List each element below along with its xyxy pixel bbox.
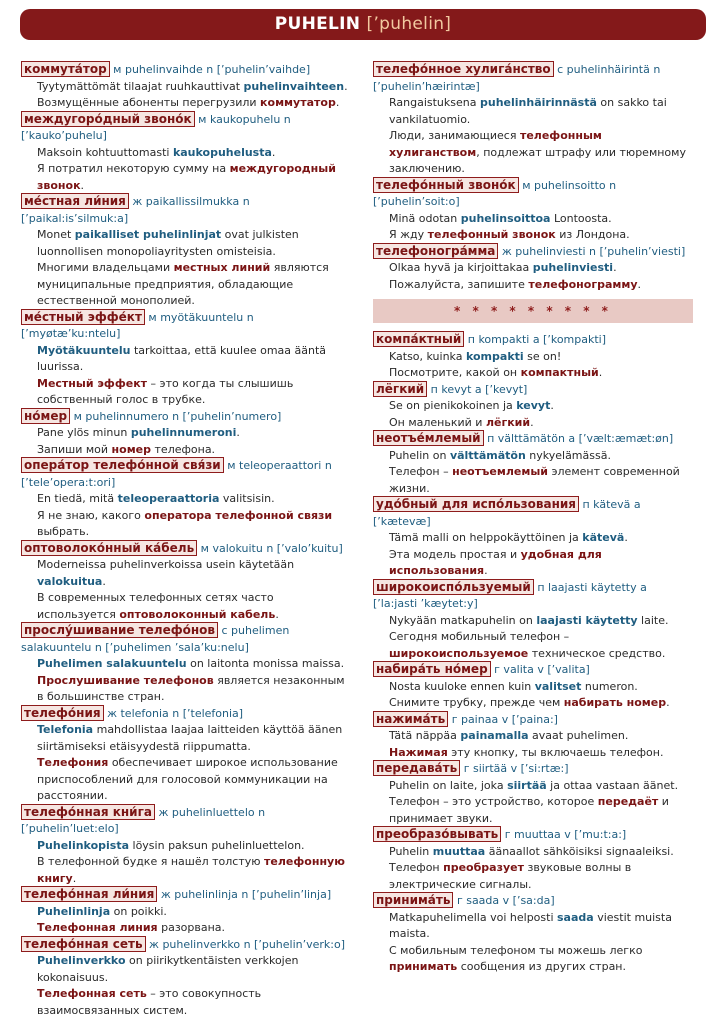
finnish-example: [21, 953, 353, 986]
highlighted-term: valokuitua: [37, 574, 103, 588]
headword: нажима́ть: [373, 711, 448, 727]
entry-head: [373, 244, 693, 261]
highlighted-term: puhelinnumeroni: [130, 426, 237, 439]
entry-head: [21, 887, 353, 904]
example-text: являются муниципальные предприятия, обладающие естественной монополией.: [37, 261, 329, 307]
highlighted-term: kevyt: [516, 399, 551, 412]
headword: передава́ть: [373, 760, 460, 776]
russian-example: [373, 547, 693, 580]
entry-head: [21, 937, 353, 954]
highlighted-term: коммутатор: [260, 96, 336, 109]
example-text: – это когда ты слышишь собственный голос в трубке.: [37, 376, 294, 406]
highlighted-term: телефонограмму: [528, 277, 638, 291]
entry-head: [21, 623, 353, 656]
example-text: äänaallot sähköisiksi signaaleiksi.: [485, 844, 674, 858]
highlighted-term: painamalla: [460, 729, 529, 742]
entry-head: [373, 580, 693, 613]
entry-head: [373, 761, 693, 778]
headword: прослу́шивание телефо́нов: [21, 622, 218, 638]
finnish-example: [373, 613, 693, 630]
highlighted-term: передаёт: [597, 795, 659, 808]
translation-meta: ж puhelinverkko n [’puhelin’verk:o]: [149, 937, 346, 951]
example-text: avaat puhelimen.: [528, 729, 629, 742]
russian-example: [21, 920, 353, 937]
example-text: разорвана.: [157, 921, 226, 934]
headword: компа́ктный: [373, 331, 464, 347]
russian-example: [373, 415, 693, 432]
example-text: Se on pienikokoinen ja: [389, 399, 517, 412]
headword: телефо́нная кни́га: [21, 804, 155, 820]
example-text: Запиши мой: [37, 442, 112, 456]
finnish-example: [373, 679, 693, 696]
example-text: элемент современной жизни.: [389, 465, 680, 495]
finnish-example: [21, 722, 353, 755]
finnish-example: [21, 227, 353, 260]
highlighted-term: неотъемлемый: [452, 465, 548, 478]
example-text: ovat julkisten luonnollisen monopoliayritysten omisteisia.: [37, 228, 299, 258]
headword: удо́бный для испо́льзования: [373, 496, 579, 512]
dictionary-entry: [373, 712, 693, 762]
finnish-example: [373, 728, 693, 745]
entry-head: [21, 194, 353, 227]
example-text: .: [236, 426, 240, 439]
example-text: , подлежат штрафу или тюремному заключению.: [389, 145, 686, 175]
translation-meta: п kätevä a [’kætevæ]: [373, 498, 641, 528]
headword: телефо́ния: [21, 705, 104, 721]
example-text: В телефонной будке я нашёл толстую: [37, 855, 265, 868]
highlighted-term: местных линий: [173, 261, 271, 274]
headword: лёгкий: [373, 381, 427, 397]
example-text: – это совокупность взаимосвязанных систем.: [37, 987, 262, 1017]
example-text: on laitonta monissa maissa.: [186, 657, 345, 670]
example-text: .: [335, 96, 340, 109]
dictionary-entry: [373, 382, 693, 432]
dictionary-entry: [21, 310, 353, 409]
highlighted-term: Myötäkuuntelu: [37, 343, 131, 357]
translation-meta: ж paikallissilmukka n [’paikal:is’silmuk:a]: [21, 195, 250, 225]
example-text: Люди, занимающиеся: [389, 129, 520, 142]
example-text: Он маленький и: [389, 415, 486, 429]
example-text: Maksoin kohtuuttomasti: [37, 145, 173, 159]
highlighted-term: Puhelinverkko: [37, 954, 126, 967]
example-text: техническое средство.: [528, 646, 666, 660]
russian-example: [373, 227, 693, 244]
headword: преобразо́вывать: [373, 826, 501, 842]
finnish-example: [373, 398, 693, 415]
entry-head: [373, 712, 693, 729]
entry-head: [373, 893, 693, 910]
example-text: Я жду: [389, 228, 428, 241]
example-text: on sakko tai vankilatuomio.: [389, 96, 667, 126]
highlighted-term: teleoperaattoria: [117, 492, 220, 505]
example-text: Многими владельцами: [37, 261, 174, 274]
section-divider: * * * * * * * * *: [373, 299, 693, 323]
russian-example: [373, 695, 693, 712]
example-text: .: [275, 607, 279, 621]
finnish-example: [373, 910, 693, 943]
example-text: Olkaa hyvä ja kirjoittakaa: [389, 261, 533, 274]
entry-head: [373, 497, 693, 530]
finnish-example: [21, 145, 353, 162]
dictionary-entry: [373, 431, 693, 497]
example-text: .: [344, 79, 348, 93]
example-text: Tätä näppäa: [389, 729, 461, 742]
highlighted-term: Telefonia: [37, 723, 94, 736]
dictionary-entry: [21, 62, 353, 112]
title-pronunciation: [’puhelin]: [366, 14, 452, 34]
dictionary-entry: [373, 893, 693, 976]
highlighted-term: puhelinhäirinnästä: [480, 96, 597, 109]
headword: набира́ть но́мер: [373, 661, 491, 677]
dictionary-entry: [21, 887, 353, 937]
example-text: En tiedä, mitä: [37, 492, 118, 505]
example-text: Пожалуйста, запишите: [389, 277, 529, 291]
dictionary-entry: [21, 623, 353, 706]
headword: телефоногра́мма: [373, 243, 498, 259]
highlighted-term: Прослушивание телефонов: [37, 673, 214, 687]
highlighted-term: Нажимая: [389, 745, 448, 759]
example-text: Puhelin on: [389, 448, 450, 462]
highlighted-term: Телефония: [37, 756, 109, 769]
example-text: Телефон: [389, 861, 444, 874]
translation-meta: г painaa v [’paina:]: [451, 712, 558, 726]
highlighted-term: преобразует: [443, 861, 524, 874]
entry-head: [373, 178, 693, 211]
highlighted-term: muuttaa: [432, 844, 486, 858]
page-title: [20, 9, 706, 40]
headword: но́мер: [21, 408, 70, 424]
example-text: Moderneissa puhelinverkoissa usein käytetään: [37, 558, 295, 571]
finnish-example: [373, 844, 693, 861]
translation-meta: г muuttaa v [’mu:t:a:]: [504, 828, 627, 841]
example-text: Lontoosta.: [550, 211, 612, 225]
translation-meta: п kevyt a [’kevyt]: [430, 382, 528, 396]
russian-example: [373, 943, 693, 976]
example-text: Телефон – это устройство, которое: [389, 795, 598, 808]
russian-example: [21, 673, 353, 706]
dictionary-entry: [21, 458, 353, 541]
example-text: и принимает звуки.: [389, 795, 669, 825]
example-text: tarkoittaa, että kuulee omaa ääntä luurissa.: [37, 343, 327, 373]
finnish-example: [373, 260, 693, 277]
translation-meta: м myötäkuuntelu n [’myøtæ’ku:ntelu]: [21, 310, 254, 340]
example-text: se on!: [523, 349, 562, 363]
example-text: звуковые волны в электрические сигналы.: [389, 861, 632, 891]
entry-head: [21, 62, 353, 79]
example-text: Tyytymättömät tilaajat ruuhkauttivat: [37, 79, 244, 93]
highlighted-term: siirtää: [507, 778, 547, 792]
example-text: С мобильным телефоном ты можешь легко: [389, 943, 643, 957]
example-text: .: [102, 574, 106, 588]
example-text: Телефон –: [389, 465, 453, 478]
example-text: Puhelin on laite, joka: [389, 778, 508, 792]
example-text: Matkapuhelimella voi helposti: [389, 910, 557, 924]
highlighted-term: valitset: [534, 679, 582, 693]
example-text: laite.: [637, 613, 669, 627]
headword: телефо́нный звоно́к: [373, 177, 519, 193]
example-text: Minä odotan: [389, 211, 461, 225]
russian-example: [373, 128, 693, 178]
example-text: ja ottaa vastaan äänet.: [546, 778, 679, 792]
entry-head: [21, 310, 353, 343]
dictionary-entry: [21, 112, 353, 195]
highlighted-term: kätevä: [582, 531, 625, 544]
translation-meta: г valita v [’valita]: [494, 663, 590, 676]
example-text: nykyelämässä.: [525, 448, 611, 462]
example-text: .: [530, 415, 534, 429]
dictionary-entry: [373, 662, 693, 712]
example-text: .: [598, 366, 603, 379]
example-text: valitsisin.: [219, 492, 275, 505]
highlighted-term: kaukopuhelusta: [172, 145, 272, 159]
translation-meta: п kompakti a [’kompakti]: [467, 333, 607, 346]
translation-meta: м teleoperaattori n [’tele’opera:t:ori]: [21, 459, 332, 489]
example-text: Pane ylös minun: [37, 426, 131, 439]
finnish-example: [373, 211, 693, 228]
translation-meta: м valokuitu n [’valo’kuitu]: [200, 541, 343, 555]
translation-meta: м kaukopuhelu n [’kauko’puhelu]: [21, 112, 291, 142]
example-text: Nosta kuuloke ennen kuin: [389, 679, 535, 693]
example-text: numeron.: [581, 679, 638, 693]
finnish-example: [21, 838, 353, 855]
finnish-example: [21, 343, 353, 376]
headword: неотъе́млемый: [373, 430, 484, 446]
example-text: Эта модель простая и: [389, 547, 521, 561]
example-text: выбрать.: [37, 525, 90, 538]
entry-head: [21, 805, 353, 838]
highlighted-term: оптоволоконный кабель: [119, 607, 276, 621]
right-column: [373, 62, 693, 976]
example-text: Tämä malli on helppokäyttöinen ja: [389, 531, 583, 544]
highlighted-term: телефонным хулиганством: [389, 129, 602, 159]
right-column-top: [373, 62, 693, 293]
right-column-bottom: [373, 332, 693, 976]
title-word: PUHELIN: [274, 14, 361, 34]
entry-head: [373, 662, 693, 679]
finnish-example: [21, 425, 353, 442]
example-text: .: [72, 871, 77, 885]
highlighted-term: удобная для использования: [389, 547, 602, 577]
translation-meta: с puhelimen salakuuntelu n [’puhelimen ’sala’ku:nelu]: [21, 624, 290, 654]
headword: ме́стная ли́ния: [21, 193, 129, 209]
dictionary-entry: [373, 244, 693, 294]
dictionary-entry: [21, 409, 353, 459]
highlighted-term: puhelinviesti: [532, 261, 614, 274]
dictionary-entry: [373, 497, 693, 580]
finnish-example: [21, 79, 353, 96]
russian-example: [21, 161, 353, 194]
example-text: из Лондона.: [555, 228, 630, 241]
russian-example: [373, 745, 693, 762]
translation-meta: г saada v [’sa:da]: [456, 894, 555, 907]
headword: коммута́тор: [21, 61, 110, 77]
entry-head: [21, 706, 353, 723]
russian-example: [373, 629, 693, 662]
translation-meta: м puhelinnumero n [’puhelin’numero]: [73, 409, 282, 423]
dictionary-entry: [373, 178, 693, 244]
example-text: телефона.: [151, 442, 216, 456]
russian-example: [21, 508, 353, 541]
translation-meta: ж puhelinluettelo n [’puhelin’luet:elo]: [21, 805, 266, 835]
entry-head: [21, 409, 353, 426]
headword: широкоиспо́льзуемый: [373, 579, 534, 595]
example-text: .: [80, 178, 85, 192]
russian-example: [21, 260, 353, 310]
example-text: .: [666, 696, 670, 709]
russian-example: [21, 755, 353, 805]
translation-meta: п välttämätön a [’vælt:æmæt:øn]: [487, 432, 674, 445]
example-text: .: [271, 145, 276, 159]
translation-meta: м puhelinvaihde n [’puhelin’vaihde]: [113, 63, 311, 76]
translation-meta: ж telefonia n [’telefonia]: [107, 706, 244, 720]
entry-head: [373, 827, 693, 844]
example-text: .: [613, 261, 617, 274]
russian-example: [373, 860, 693, 893]
headword: междугоро́дный звоно́к: [21, 111, 195, 127]
dictionary-entry: [21, 706, 353, 805]
finnish-example: [21, 656, 353, 673]
example-text: Снимите трубку, прежде чем: [389, 696, 564, 709]
entry-head: [373, 332, 693, 349]
finnish-example: [373, 530, 693, 547]
example-text: Puhelin: [389, 844, 433, 858]
entry-head: [373, 382, 693, 399]
example-text: Katso, kuinka: [389, 349, 466, 363]
example-text: Я не знаю, какого: [37, 508, 145, 522]
example-text: обеспечивает широкое использование приспособлений для голосовой коммуникации на расстоянии.: [37, 756, 338, 802]
highlighted-term: принимать: [389, 960, 458, 973]
example-text: Посмотрите, какой он: [389, 366, 521, 379]
example-text: .: [624, 531, 628, 544]
headword: оптоволоко́нный ка́бель: [21, 540, 197, 556]
example-text: является незаконным в большинстве стран.: [37, 673, 345, 703]
dictionary-entry: [373, 827, 693, 893]
example-text: Nykyään matkapuhelin on: [389, 613, 537, 627]
example-text: .: [550, 399, 554, 412]
example-text: on piirikytkentäisten verkkojen kokonaisuus.: [37, 954, 299, 984]
russian-example: [373, 794, 693, 827]
russian-example: [373, 464, 693, 497]
dictionary-entry: [373, 62, 693, 178]
headword: принима́ть: [373, 892, 453, 908]
highlighted-term: лёгкий: [485, 415, 531, 429]
russian-example: [21, 95, 353, 112]
russian-example: [21, 442, 353, 459]
highlighted-term: Местный эффект: [37, 376, 148, 390]
highlighted-term: набирать номер: [563, 696, 667, 709]
finnish-example: [373, 448, 693, 465]
highlighted-term: välttämätön: [449, 448, 526, 462]
highlighted-term: Puhelinkopista: [37, 838, 130, 852]
russian-example: [21, 854, 353, 887]
translation-meta: г siirtää v [’si:rtæ:]: [463, 762, 569, 775]
russian-example: [373, 277, 693, 294]
dictionary-entry: [21, 805, 353, 888]
example-text: эту кнопку, ты включаешь телефон.: [447, 745, 664, 759]
highlighted-term: широкоиспользуемое: [389, 646, 529, 660]
dictionary-entry: [373, 761, 693, 827]
dictionary-entry: [373, 580, 693, 663]
example-text: Monet: [37, 228, 75, 241]
russian-example: [21, 376, 353, 409]
entry-head: [373, 431, 693, 448]
example-text: Rangaistuksena: [389, 96, 480, 109]
example-text: Я потратил некоторую сумму на: [37, 162, 230, 175]
highlighted-term: Телефонная сеть: [37, 987, 147, 1000]
highlighted-term: компактный: [520, 366, 599, 379]
left-column: [21, 62, 353, 1019]
highlighted-term: номер: [111, 442, 152, 456]
highlighted-term: Телефонная линия: [37, 921, 158, 934]
highlighted-term: laajasti käytetty: [536, 613, 638, 627]
headword: телефо́нная ли́ния: [21, 886, 157, 902]
example-text: .: [637, 277, 642, 291]
highlighted-term: телефонный звонок: [427, 228, 556, 241]
highlighted-term: телефонную книгу: [37, 855, 345, 885]
russian-example: [21, 590, 353, 623]
highlighted-term: междугородный звонок: [37, 162, 336, 192]
russian-example: [21, 986, 353, 1019]
finnish-example: [21, 557, 353, 590]
translation-meta: ж puhelinviesti n [’puhelin’viesti]: [501, 244, 686, 258]
highlighted-term: paikalliset puhelinlinjat: [74, 228, 222, 241]
dictionary-entry: [373, 332, 693, 382]
finnish-example: [21, 904, 353, 921]
translation-meta: м puhelinsoitto n [’puhelin’soit:o]: [373, 178, 617, 208]
entry-head: [21, 112, 353, 145]
dictionary-entry: [21, 541, 353, 624]
entry-head: [21, 541, 353, 558]
highlighted-term: puhelinsoittoa: [460, 211, 551, 225]
example-text: Возмущённые абоненты перегрузили: [37, 96, 261, 109]
entry-head: [21, 458, 353, 491]
example-text: on poikki.: [110, 904, 167, 918]
headword: ме́стный эффе́кт: [21, 309, 145, 325]
example-text: сообщения из других стран.: [457, 960, 626, 973]
finnish-example: [21, 491, 353, 508]
example-text: mahdollistaa laajaa laitteiden käyttöä äänen siirtämiseksi etäisyydestä riippumatta.: [37, 723, 343, 753]
translation-meta: п laajasti käytetty a [’la:jasti ’kæytet:y]: [373, 580, 647, 610]
finnish-example: [373, 95, 693, 128]
example-text: В современных телефонных сетях часто используется: [37, 591, 274, 621]
highlighted-term: kompakti: [465, 349, 524, 363]
dictionary-entry: [21, 937, 353, 1020]
example-text: löysin paksun puhelinluettelon.: [129, 838, 305, 852]
headword: телефо́нное хулига́нство: [373, 61, 554, 77]
translation-meta: с puhelinhäirintä n [’puhelin’hæirintæ]: [373, 63, 661, 93]
dictionary-entry: [21, 194, 353, 310]
highlighted-term: Puhelimen salakuuntelu: [37, 657, 187, 670]
highlighted-term: Puhelinlinja: [37, 904, 111, 918]
example-text: .: [484, 564, 488, 577]
finnish-example: [373, 778, 693, 795]
translation-meta: ж puhelinlinja n [’puhelin’linja]: [160, 888, 332, 901]
finnish-example: [373, 349, 693, 366]
example-text: viestit muista maista.: [389, 910, 672, 940]
russian-example: [373, 365, 693, 382]
example-text: Сегодня мобильный телефон –: [389, 630, 570, 643]
headword: телефо́нная сеть: [21, 936, 146, 952]
headword: опера́тор телефо́нной свя́зи: [21, 457, 224, 473]
highlighted-term: saada: [557, 910, 594, 924]
entry-head: [373, 62, 693, 95]
highlighted-term: puhelinvaihteen: [243, 79, 345, 93]
highlighted-term: оператора телефонной связи: [144, 508, 333, 522]
